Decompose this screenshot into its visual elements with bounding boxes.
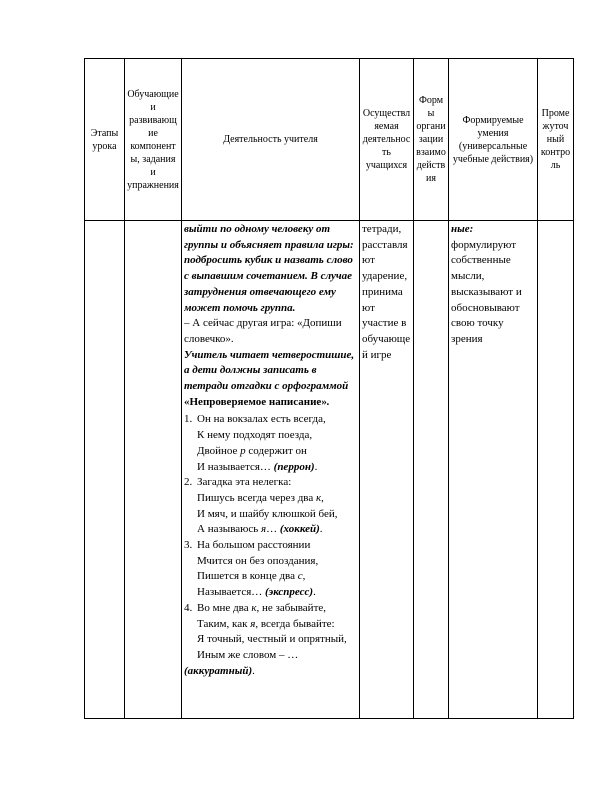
- col-header-forms: Формы организации взаимодействия: [414, 59, 449, 221]
- col-header-stage: Этапы урока: [85, 59, 125, 221]
- riddle-line: [184, 601, 357, 617]
- riddle-number: 1.: [184, 413, 193, 426]
- orthogram-quote: «Непроверяемое написание»: [184, 395, 327, 408]
- teacher-reads-text: [184, 348, 357, 411]
- riddle-answer: (перрон): [273, 460, 315, 473]
- riddle-text: Я точный, честный и опрятный,: [197, 633, 347, 646]
- riddle-text: я: [250, 617, 256, 630]
- riddle-number: 4.: [184, 601, 193, 614]
- cell-forms: [414, 221, 449, 719]
- col-header-teacher: Деятельность учителя: [182, 59, 360, 221]
- cell-skills: [449, 221, 538, 719]
- riddle-text: Пишусь всегда через два: [197, 491, 316, 504]
- teacher-reads-end: .: [326, 395, 330, 408]
- skills-lead: ные:: [451, 223, 474, 235]
- riddle-text: Пишется в конце два: [197, 570, 298, 583]
- game-rules-text: выйти по одному человеку от группы и объясняет правила игры: подбросить кубик и назвать слово с выпавшим сочетанием. В случае затруднения отвечающего ему может помочь группа.: [184, 223, 354, 314]
- riddle-text: …: [266, 523, 280, 536]
- riddle-list: [184, 412, 357, 679]
- riddle-text: К нему подходят поезда,: [197, 429, 313, 442]
- riddle-text: к: [251, 601, 257, 614]
- cell-students: [360, 221, 414, 719]
- riddle-text: с: [297, 570, 303, 583]
- riddle-answer: (аккуратный): [184, 664, 253, 677]
- riddle-text: .: [252, 664, 255, 677]
- riddle-text: Иным же словом – …: [197, 648, 299, 661]
- riddle-text: Он на вокзалах есть всегда,: [197, 413, 326, 426]
- cell-control: [538, 221, 574, 719]
- riddle-text: И называется…: [197, 460, 274, 473]
- riddle-number: 3.: [184, 539, 193, 552]
- riddle-line: [184, 585, 357, 601]
- riddle-text: Загадка эта нелегка:: [197, 476, 292, 489]
- riddle-line: [184, 444, 357, 460]
- riddle-text: к: [315, 491, 322, 504]
- riddle-line: [184, 428, 357, 444]
- riddle-line: [184, 522, 357, 538]
- riddle-text: ,: [302, 570, 306, 583]
- riddle-text: р: [240, 444, 246, 457]
- riddle-text: .: [319, 523, 323, 536]
- riddle-line: [184, 664, 357, 680]
- cell-components: [125, 221, 182, 719]
- riddle-text: Мчится он без опоздания,: [197, 554, 319, 567]
- col-header-skills: Формируемые умения (универсальные учебные действия): [449, 59, 538, 221]
- riddle-line: [184, 460, 357, 476]
- col-header-control: Промежуточный контроль: [538, 59, 574, 221]
- riddle-text: .: [314, 460, 318, 473]
- riddle-text: А называюсь: [197, 523, 261, 536]
- riddle-line: [184, 648, 357, 664]
- riddle-text: И мяч, и шайбу клюшкой бей,: [197, 507, 338, 520]
- riddle-text: .: [313, 586, 316, 599]
- cell-teacher: [182, 221, 360, 719]
- riddle-line: [184, 475, 357, 491]
- riddle-line: [184, 538, 357, 554]
- riddle-item: [184, 538, 357, 601]
- riddle-text: я: [261, 523, 267, 536]
- riddle-line: [184, 569, 357, 585]
- riddle-text: Двойное: [197, 444, 241, 457]
- riddle-text: содержит он: [245, 444, 307, 457]
- riddle-line: [184, 507, 357, 523]
- riddle-answer: (хоккей): [279, 523, 320, 536]
- teacher-reads-main: Учитель читает четверостишие, а дети должны записать в тетради отгадки с орфограммой: [184, 348, 355, 393]
- students-text: тетради, расставляют ударение, принимают участие в обучающей игре: [362, 223, 411, 361]
- riddle-line: [184, 632, 357, 648]
- riddle-text: , не забывайте,: [256, 601, 327, 614]
- riddle-number: 2.: [184, 476, 193, 489]
- lesson-table: [84, 58, 574, 719]
- riddle-text: Таким, как: [197, 617, 251, 630]
- game-intro-text: – А сейчас другая игра: «Допиши словечко».: [184, 317, 342, 345]
- riddle-line: [184, 617, 357, 633]
- header-row: [85, 59, 574, 221]
- col-header-students: Осуществляемая деятельность учащихся: [360, 59, 414, 221]
- cell-stage: [85, 221, 125, 719]
- riddle-item: [184, 475, 357, 538]
- riddle-line: [184, 412, 357, 428]
- riddle-text: Во мне два: [197, 601, 252, 614]
- riddle-text: Называется…: [197, 586, 266, 599]
- riddle-line: [184, 554, 357, 570]
- riddle-line: [184, 491, 357, 507]
- col-header-components: Обучающие и развивающие компоненты, задания и упражнения: [125, 59, 182, 221]
- riddle-answer: (экспресс): [265, 586, 314, 599]
- riddle-text: ,: [321, 491, 324, 504]
- riddle-item: [184, 412, 357, 475]
- skills-text: формулируют собственные мысли, высказывают и обосновывают свою точку зрения: [451, 238, 522, 345]
- riddle-text: , всегда бывайте:: [255, 617, 335, 630]
- riddle-item: [184, 601, 357, 680]
- body-row: [85, 221, 574, 719]
- riddle-text: На большом расстоянии: [197, 539, 311, 552]
